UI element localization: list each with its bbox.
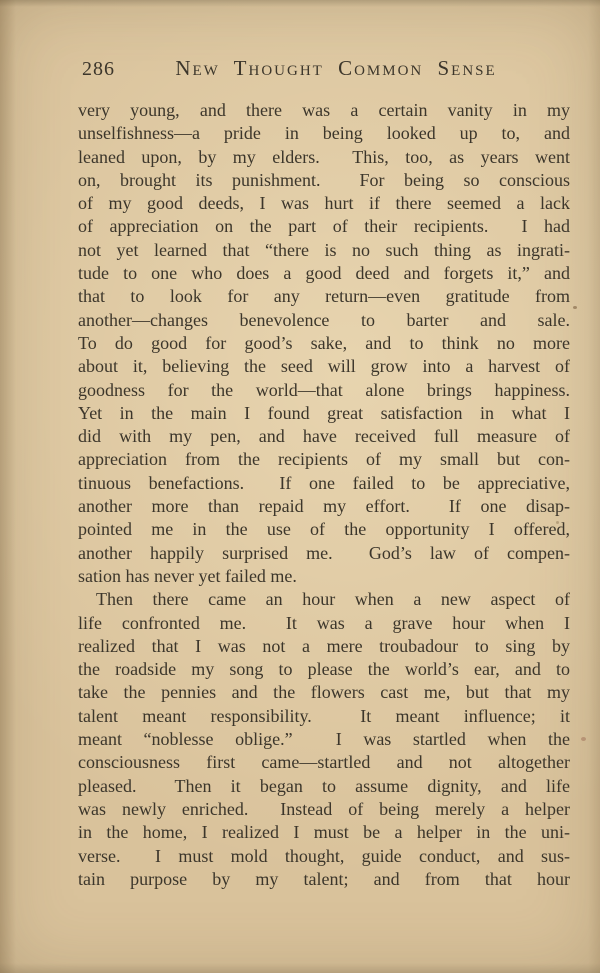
- text-line: very young, and there was a certain vanity in my: [78, 100, 570, 120]
- text-line: pointed me in the use of the opportunity I offered,: [78, 519, 570, 540]
- paper-speck: [581, 737, 586, 741]
- paper-speck: [573, 306, 577, 309]
- page-header: [78, 56, 570, 84]
- text-line: on, brought its punishment. For being so conscious: [78, 169, 570, 190]
- page-number: 286: [82, 58, 115, 80]
- text-line: another—changes benevolence to barter and sale.: [78, 309, 570, 330]
- text-line: To do good for good’s sake, and to think no more: [78, 332, 570, 353]
- text-line: leaned upon, by my elders. This, too, as years went: [78, 146, 570, 167]
- text-line: of appreciation on the part of their recipients. I had: [78, 216, 570, 237]
- text-line: in the home, I realized I must be a helper in the uni-: [78, 822, 570, 843]
- text-line: about it, believing the seed will grow into a harvest of: [78, 356, 570, 377]
- text-line: was newly enriched. Instead of being merely a helper: [78, 798, 570, 819]
- text-line: pleased. Then it began to assume dignity, and life: [78, 775, 570, 796]
- text-line: sation has never yet failed me.: [78, 565, 297, 586]
- paper-speck: [556, 521, 559, 524]
- text-line: appreciation from the recipients of my small but con-: [78, 449, 570, 470]
- text-line: goodness for the world—that alone brings happiness.: [78, 379, 570, 400]
- text-line: did with my pen, and have received full measure of: [78, 426, 570, 447]
- text-line: another more than repaid my effort. If one disap-: [78, 496, 570, 517]
- text-line: unselfishness—a pride in being looked up to, and: [78, 123, 570, 144]
- text-line: not yet learned that “there is no such thing as ingrati-: [78, 239, 570, 260]
- text-line: life confronted me. It was a grave hour when I: [78, 612, 570, 633]
- text-line: realized that I was not a mere troubadour to sing by: [78, 635, 570, 656]
- text-line: talent meant responsibility. It meant influence; it: [78, 705, 570, 726]
- text-line: tinuous benefactions. If one failed to be appreciative,: [78, 472, 570, 493]
- text-line: meant “noblesse oblige.” I was startled when the: [78, 729, 570, 750]
- text-line: that to look for any return—even gratitude from: [78, 286, 570, 307]
- text-line: of my good deeds, I was hurt if there seemed a lack: [78, 193, 570, 214]
- text-line: verse. I must mold thought, guide conduct, and sus-: [78, 845, 570, 866]
- page-text: [78, 99, 570, 891]
- text-line: take the pennies and the flowers cast me, but that my: [78, 682, 570, 703]
- text-line: Yet in the main I found great satisfaction in what I: [78, 402, 570, 423]
- text-line: consciousness first came—startled and not altogether: [78, 752, 570, 773]
- text-line: the roadside my song to please the world’s ear, and to: [78, 659, 570, 680]
- text-line: another happily surprised me. God’s law of compen-: [78, 542, 570, 563]
- text-line: tain purpose by my talent; and from that hour: [78, 868, 570, 889]
- text-line: Then there came an hour when a new aspect of: [96, 589, 570, 610]
- text-line: tude to one who does a good deed and forgets it,” and: [78, 263, 570, 284]
- running-title: New Thought Common Sense: [175, 56, 497, 80]
